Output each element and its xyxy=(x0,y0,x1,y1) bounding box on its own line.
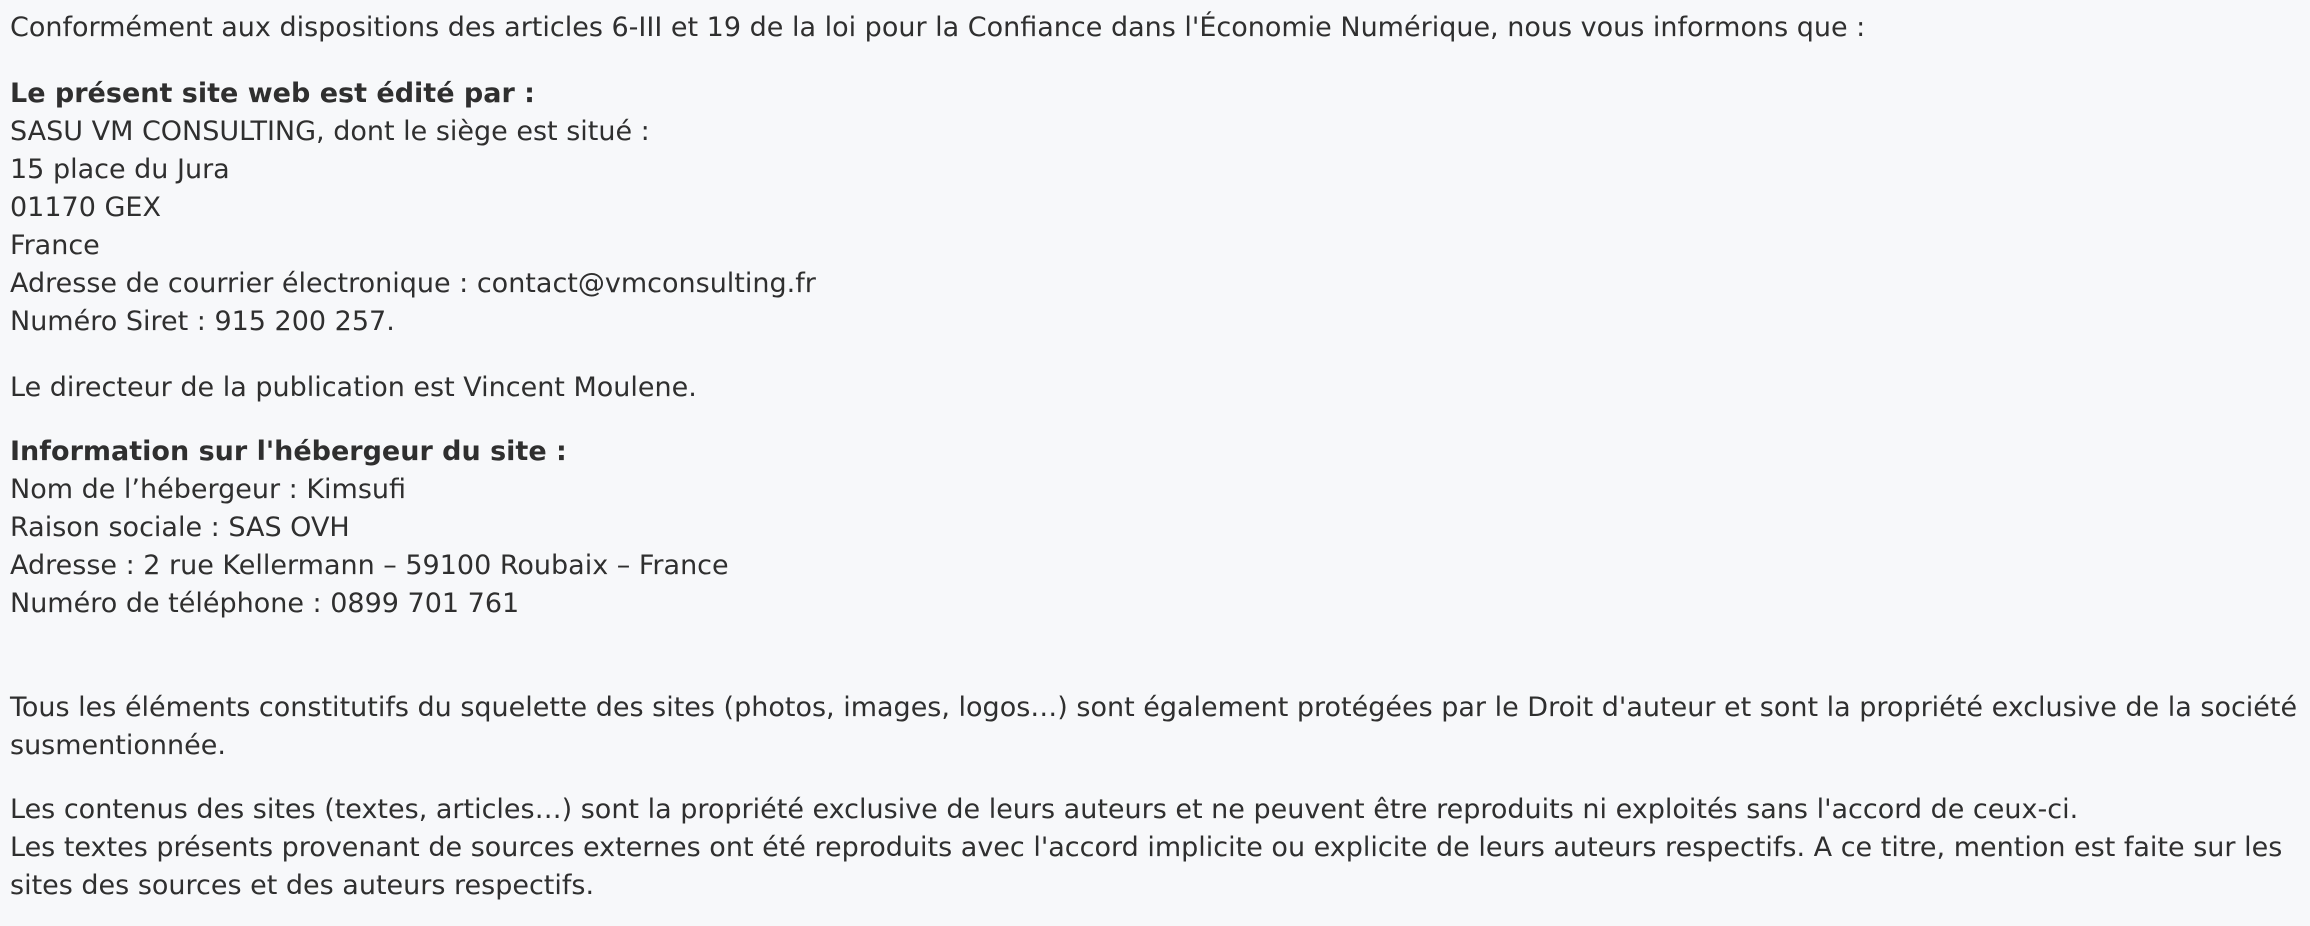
editor-section xyxy=(10,75,2300,341)
intro-text: Conformément aux dispositions des articles 6-III et 19 de la loi pour la Confiance dans l'Économie Numérique, nous vous informons que : xyxy=(10,12,1866,43)
editor-siret: Numéro Siret : 915 200 257. xyxy=(10,306,395,337)
section-spacer xyxy=(10,651,2300,689)
contents-line-2: Les textes présents provenant de sources externes ont été reproduits avec l'accord implicite ou explicite de leurs auteurs respectifs. A ce titre, mention est faite sur les sites des sources et des auteurs respectifs. xyxy=(10,832,2283,901)
editor-city: 01170 GEX xyxy=(10,192,161,223)
host-name: Nom de l’hébergeur : Kimsufi xyxy=(10,474,407,505)
editor-email: Adresse de courrier électronique : contact@vmconsulting.fr xyxy=(10,268,816,299)
editor-company: SASU VM CONSULTING, dont le siège est situé : xyxy=(10,116,650,147)
editor-heading: Le présent site web est édité par : xyxy=(10,78,535,109)
host-heading: Information sur l'hébergeur du site : xyxy=(10,436,567,467)
intro-paragraph xyxy=(10,9,2300,47)
host-section xyxy=(10,433,2300,623)
contents-line-1: Les contenus des sites (textes, articles…) sont la propriété exclusive de leurs auteurs et ne peuvent être reproduits ni exploités sans l'accord de ceux-ci. xyxy=(10,794,2079,825)
copyright-paragraph xyxy=(10,689,2300,765)
publication-director-text: Le directeur de la publication est Vincent Moulene. xyxy=(10,372,697,403)
host-company: Raison sociale : SAS OVH xyxy=(10,512,350,543)
host-address: Adresse : 2 rue Kellermann – 59100 Roubaix – France xyxy=(10,550,729,581)
host-phone: Numéro de téléphone : 0899 701 761 xyxy=(10,588,520,619)
copyright-text: Tous les éléments constitutifs du squelette des sites (photos, images, logos…) sont également protégées par le Droit d'auteur et sont la propriété exclusive de la société susmentionnée. xyxy=(10,692,2298,761)
editor-street: 15 place du Jura xyxy=(10,154,230,185)
editor-country: France xyxy=(10,230,100,261)
publication-director-paragraph xyxy=(10,369,2300,407)
contents-paragraph xyxy=(10,791,2300,905)
